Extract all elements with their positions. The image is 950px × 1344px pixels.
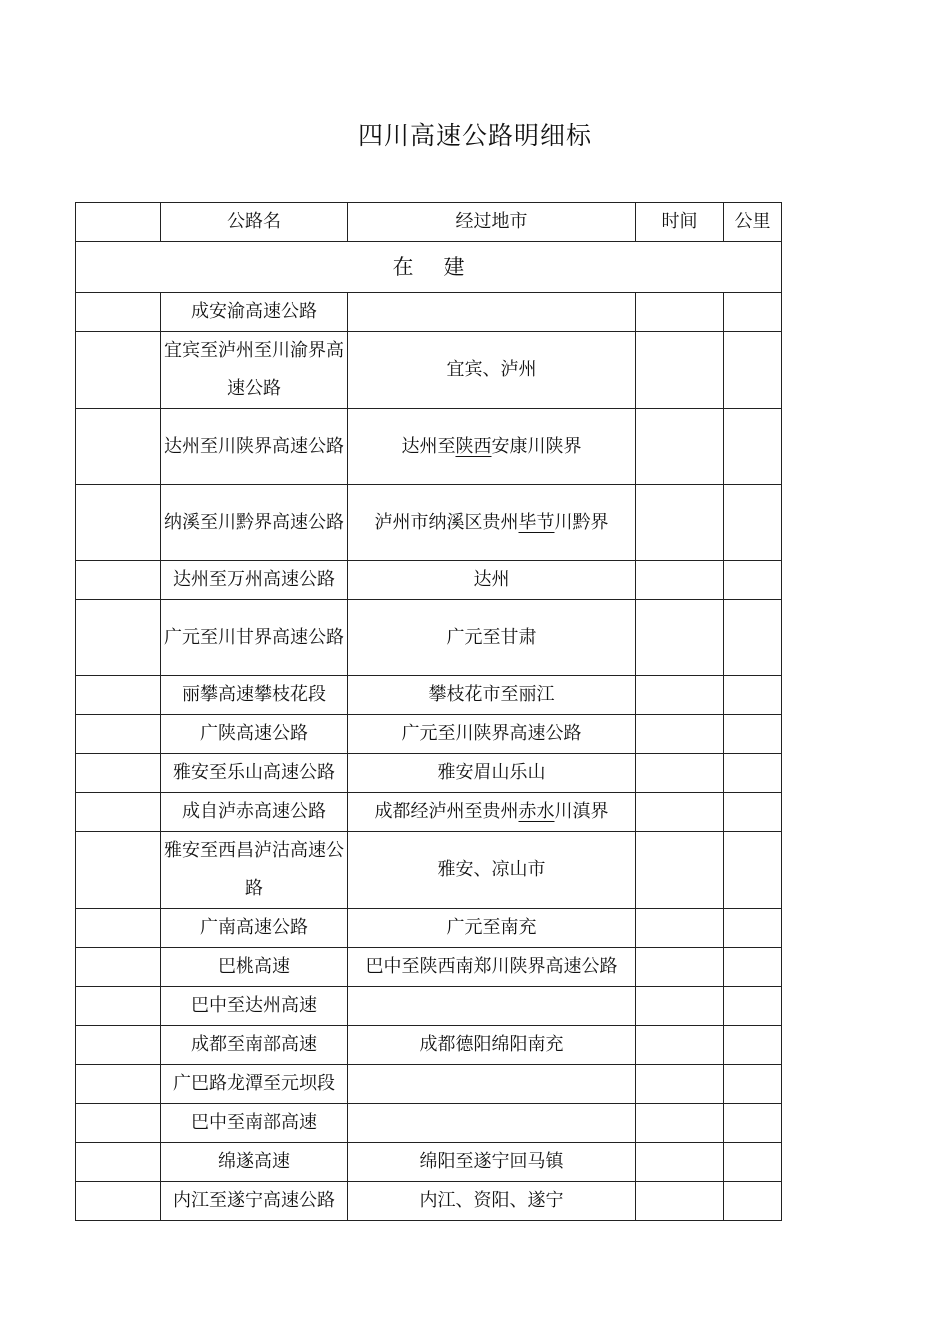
row-index-cell	[76, 409, 161, 485]
row-index-cell	[76, 715, 161, 754]
road-name-cell: 宜宾至泸州至川渝界高速公路	[161, 332, 348, 409]
km-cell	[724, 332, 782, 409]
km-cell	[724, 1182, 782, 1221]
cities-cell	[348, 409, 636, 485]
road-name-cell: 巴桃高速	[161, 948, 348, 987]
time-cell	[636, 485, 724, 561]
cities-text: 泸州市纳溪区贵州	[374, 511, 519, 533]
time-cell	[636, 1026, 724, 1065]
road-name-cell: 绵遂高速	[161, 1143, 348, 1182]
cities-cell	[348, 293, 636, 332]
row-index-cell	[76, 600, 161, 676]
header-cell-name: 公路名	[161, 203, 348, 242]
time-cell	[636, 1143, 724, 1182]
road-name-cell: 雅安至乐山高速公路	[161, 754, 348, 793]
row-index-cell	[76, 1065, 161, 1104]
row-index-cell	[76, 793, 161, 832]
row-index-cell	[76, 293, 161, 332]
header-cell-km: 公里	[724, 203, 782, 242]
cities-cell	[348, 1104, 636, 1143]
cities-cell: 广元至南充	[348, 909, 636, 948]
km-cell	[724, 1104, 782, 1143]
cities-cell: 巴中至陕西南郑川陕界高速公路	[348, 948, 636, 987]
table-row	[76, 1182, 782, 1221]
table-row	[76, 293, 782, 332]
cities-cell: 绵阳至遂宁回马镇	[348, 1143, 636, 1182]
road-name-cell: 成安渝高速公路	[161, 293, 348, 332]
row-index-cell	[76, 948, 161, 987]
road-name-cell: 内江至遂宁高速公路	[161, 1182, 348, 1221]
table-row	[76, 1104, 782, 1143]
row-index-cell	[76, 987, 161, 1026]
row-index-cell	[76, 485, 161, 561]
cities-cell: 广元至川陕界高速公路	[348, 715, 636, 754]
time-cell	[636, 1182, 724, 1221]
row-index-cell	[76, 832, 161, 909]
page-title: 四川高速公路明细标	[357, 121, 592, 150]
table-row	[76, 332, 782, 409]
road-name-cell: 成自泸赤高速公路	[161, 793, 348, 832]
table-row	[76, 485, 782, 561]
km-cell	[724, 561, 782, 600]
table-row	[76, 987, 782, 1026]
cities-cell	[348, 793, 636, 832]
table-row	[76, 948, 782, 987]
cities-cell: 内江、资阳、遂宁	[348, 1182, 636, 1221]
row-index-cell	[76, 561, 161, 600]
cities-underlined-text: 赤水	[518, 801, 555, 822]
row-index-cell	[76, 676, 161, 715]
km-cell	[724, 1143, 782, 1182]
km-cell	[724, 600, 782, 676]
road-name-cell: 巴中至达州高速	[161, 987, 348, 1026]
row-index-cell	[76, 754, 161, 793]
cities-underlined-text: 毕节	[518, 511, 555, 533]
section-row	[76, 242, 782, 293]
row-index-cell	[76, 1104, 161, 1143]
time-cell	[636, 987, 724, 1026]
time-cell	[636, 293, 724, 332]
highway-table	[75, 202, 782, 1221]
road-name-cell: 成都至南部高速	[161, 1026, 348, 1065]
table-row	[76, 754, 782, 793]
km-cell	[724, 409, 782, 485]
time-cell	[636, 561, 724, 600]
table-row	[76, 561, 782, 600]
km-cell	[724, 909, 782, 948]
row-index-cell	[76, 909, 161, 948]
cities-text: 成都经泸州至贵州	[374, 801, 519, 822]
table-row	[76, 600, 782, 676]
row-index-cell	[76, 1143, 161, 1182]
cities-cell: 宜宾、泸州	[348, 332, 636, 409]
cities-cell: 攀枝花市至丽江	[348, 676, 636, 715]
row-index-cell	[76, 1026, 161, 1065]
cities-text: 达州至	[401, 435, 456, 457]
road-name-cell: 广陕高速公路	[161, 715, 348, 754]
cities-cell: 广元至甘肃	[348, 600, 636, 676]
cities-cell: 达州	[348, 561, 636, 600]
cities-cell: 雅安眉山乐山	[348, 754, 636, 793]
km-cell	[724, 293, 782, 332]
road-name-cell: 广巴路龙潭至元坝段	[161, 1065, 348, 1104]
table-row	[76, 1026, 782, 1065]
road-name-cell: 巴中至南部高速	[161, 1104, 348, 1143]
table-row	[76, 715, 782, 754]
header-cell-cities: 经过地市	[348, 203, 636, 242]
header-row	[76, 203, 782, 242]
cities-cell	[348, 1065, 636, 1104]
time-cell	[636, 793, 724, 832]
cities-text: 川黔界	[554, 511, 609, 533]
road-name-cell: 达州至川陕界高速公路	[161, 409, 348, 485]
km-cell	[724, 676, 782, 715]
road-name-cell: 达州至万州高速公路	[161, 561, 348, 600]
table-row	[76, 832, 782, 909]
cities-underlined-text: 陕西	[455, 435, 492, 457]
km-cell	[724, 715, 782, 754]
header-cell-index	[76, 203, 161, 242]
time-cell	[636, 409, 724, 485]
header-cell-time: 时间	[636, 203, 724, 242]
cities-text: 川滇界	[554, 801, 609, 822]
time-cell	[636, 948, 724, 987]
time-cell	[636, 1104, 724, 1143]
table-row	[76, 909, 782, 948]
cities-cell: 雅安、凉山市	[348, 832, 636, 909]
table-row	[76, 793, 782, 832]
road-name-cell: 纳溪至川黔界高速公路	[161, 485, 348, 561]
time-cell	[636, 332, 724, 409]
road-name-cell: 雅安至西昌泸沽高速公路	[161, 832, 348, 909]
table-row	[76, 409, 782, 485]
km-cell	[724, 987, 782, 1026]
cities-cell	[348, 485, 636, 561]
time-cell	[636, 754, 724, 793]
row-index-cell	[76, 1182, 161, 1221]
section-heading: 在 建	[76, 242, 782, 293]
km-cell	[724, 754, 782, 793]
km-cell	[724, 1026, 782, 1065]
time-cell	[636, 676, 724, 715]
time-cell	[636, 909, 724, 948]
table-row	[76, 1143, 782, 1182]
time-cell	[636, 1065, 724, 1104]
time-cell	[636, 600, 724, 676]
table-row	[76, 1065, 782, 1104]
time-cell	[636, 715, 724, 754]
cities-text: 安康川陕界	[491, 435, 582, 457]
road-name-cell: 丽攀高速攀枝花段	[161, 676, 348, 715]
road-name-cell: 广南高速公路	[161, 909, 348, 948]
cities-cell	[348, 987, 636, 1026]
time-cell	[636, 832, 724, 909]
road-name-cell: 广元至川甘界高速公路	[161, 600, 348, 676]
km-cell	[724, 485, 782, 561]
km-cell	[724, 793, 782, 832]
row-index-cell	[76, 332, 161, 409]
cities-cell: 成都德阳绵阳南充	[348, 1026, 636, 1065]
km-cell	[724, 948, 782, 987]
km-cell	[724, 832, 782, 909]
table-row	[76, 676, 782, 715]
km-cell	[724, 1065, 782, 1104]
